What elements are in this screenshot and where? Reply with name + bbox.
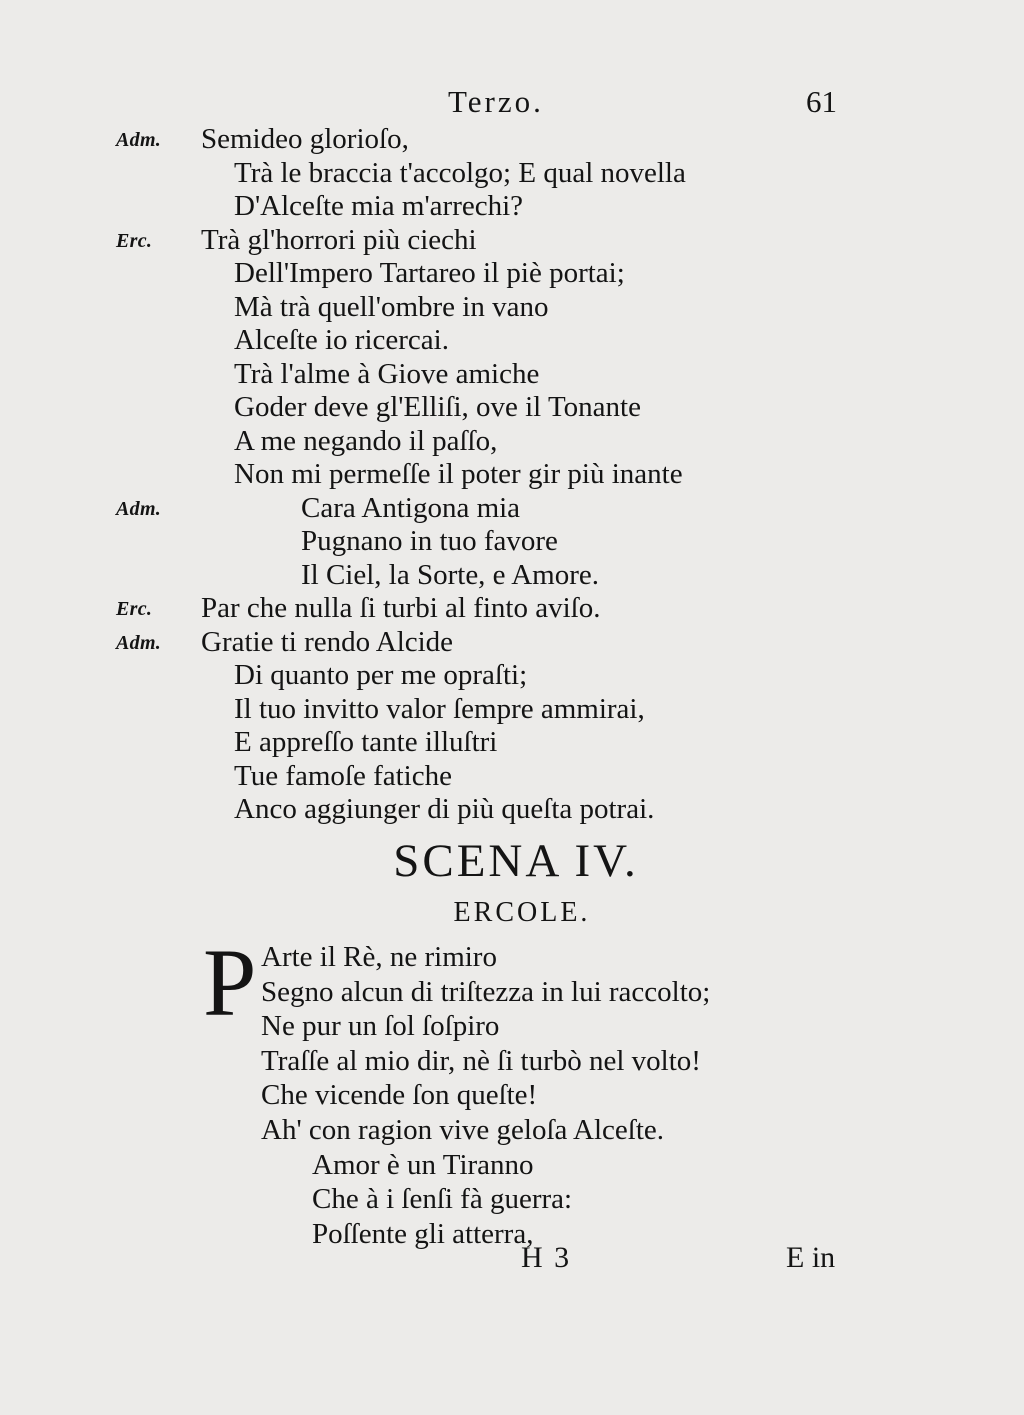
verse-text: Segno alcun di triſtezza in lui raccolto; [261,975,711,1008]
monologue-block [0,941,1024,1252]
verse-text: Ah' con ragion vive geloſa Alceſte. [261,1113,665,1146]
speaker-label: Erc. [116,229,153,252]
verse-text: Cara Antigona mia [301,491,521,524]
verse-line [0,1114,1024,1149]
verse-text: Il tuo invitto valor ſempre ammirai, [234,692,645,725]
catchword: E in [786,1241,836,1274]
verse-text: Arte il Rè, ne rimiro [261,941,497,973]
speaker-label: Adm. [116,631,162,654]
verse-text: Alceſte io ricercai. [234,324,449,356]
drop-cap: P [203,929,257,1036]
verse-text: Che à i ſenſi fà guerra: [312,1183,573,1216]
running-title: Terzo. [448,84,544,119]
verse-line [0,976,1024,1011]
verse-text: Dell'Impero Tartareo il piè portai; [234,257,625,289]
speaker-label: Erc. [116,598,153,620]
verse-text: Poſſente gli atterra, [312,1217,534,1250]
verse-line [0,1010,1024,1045]
verse-text: Par che nulla ſi turbi al finto aviſo. [201,592,601,624]
verse-text: Di quanto per me opraſti; [234,659,528,691]
verse-text: Che vicende ſon queſte! [261,1079,538,1112]
verse-text: Amor è un Tiranno [312,1148,534,1181]
verse-text: Non mi permeſſe il poter gir più inante [234,458,683,490]
verse-line [0,458,1024,492]
verse-text: Gratie ti rendo Alcide [201,625,454,658]
verse-text: Semideo glorioſo, [201,123,409,155]
speaker-label: Adm. [116,497,162,520]
verse-text: Trà gl'horrori più ciechi [201,223,477,256]
verse-line [0,1045,1024,1080]
verse-text: Ne pur un ſol ſoſpiro [261,1010,500,1043]
verse-line [0,190,1024,224]
verse-line [0,760,1024,794]
scene-heading: SCENA IV. [393,835,639,887]
character-heading: ERCOLE. [453,897,591,928]
verse-text: Trà le braccia t'accolgo; E qual novella [234,156,686,189]
verse-line [0,257,1024,291]
verse-line [0,1079,1024,1114]
verse-line [0,492,1024,526]
verse-line [0,224,1024,258]
verse-line [0,157,1024,191]
verse-line [0,693,1024,727]
verse-line [0,793,1024,827]
verse-text: Il Ciel, la Sorte, e Amore. [301,558,599,591]
verse-line [0,1183,1024,1218]
verse-text: Goder deve gl'Elliſi, ove il Tonante [234,391,641,423]
verse-line [0,291,1024,325]
verse-text: Anco aggiunger di più queſta potrai. [234,793,655,825]
page-number: 61 [806,84,837,119]
verse-line [0,659,1024,693]
verse-line [0,1218,1024,1253]
verse-line [0,941,1024,976]
verse-line [0,425,1024,459]
verse-line [0,1149,1024,1184]
verse-line [0,391,1024,425]
verse-text: E appreſſo tante illuſtri [234,726,498,758]
verse-line [0,592,1024,626]
verse-line [0,324,1024,358]
verse-line [0,559,1024,593]
verse-line [0,358,1024,392]
verse-text: D'Alceſte mia m'arrechi? [234,190,524,222]
speaker-label: Adm. [116,129,162,151]
verse-text: A me negando il paſſo, [234,424,498,457]
verse-text: Traſſe al mio dir, nè ſi turbò nel volto! [261,1044,701,1077]
printer-signature: H 3 [521,1241,572,1274]
verse-text: Pugnano in tuo favore [301,525,558,557]
verse-line [0,626,1024,660]
verse-line [0,525,1024,559]
verse-line [0,726,1024,760]
verse-line [0,123,1024,157]
verse-text: Trà l'alme à Giove amiche [234,357,540,390]
dialogue-block [0,123,1024,827]
verse-text: Mà trà quell'ombre in vano [234,290,549,323]
verse-text: Tue famoſe fatiche [234,759,452,792]
